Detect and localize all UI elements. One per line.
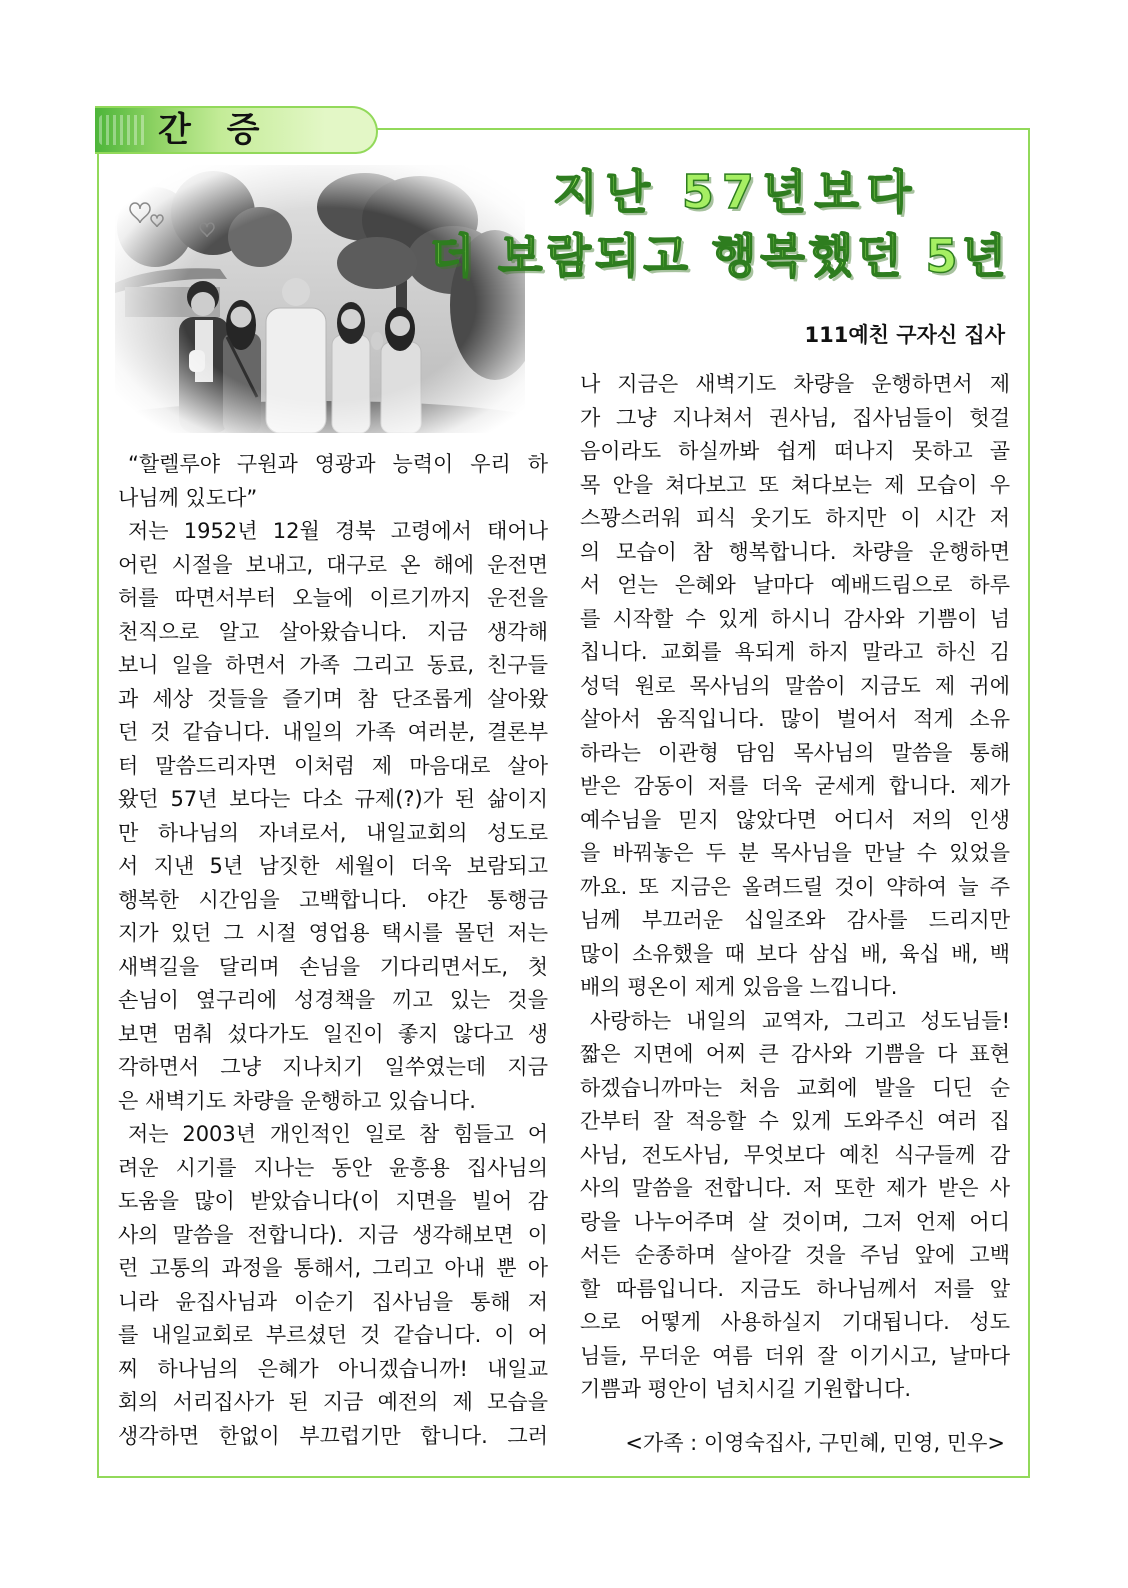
body-text-line: 간부터 잘 적응할 수 있게 도와주신 여러 집 [580,1109,1010,1133]
body-text-line: 보면 멈춰 섰다가도 일진이 좋지 않다고 생 [118,1021,548,1046]
body-text-line: 기쁨과 평안이 넘치시길 기원합니다. [580,1377,911,1401]
body-text-line: 서 얻는 은혜와 날마다 예배드림으로 하루 [580,573,1010,597]
body-text-line: 만 하나님의 자녀로서, 내일교회의 성도로 [118,820,548,845]
title-line-2: 더 보람되고 행복했던 5년 [429,229,1010,283]
family-photo [115,165,525,433]
body-text-line: 사님, 전도사님, 무엇보다 예친 식구들께 감 [580,1142,1010,1167]
body-text-line: 터 말씀드리자면 이처럼 제 마음대로 살아 [118,753,548,778]
body-text-line: 의 모습이 참 행복합니다. 차량을 운행하면 [580,539,1010,564]
body-text-line: 과 세상 것들을 즐기며 참 단조롭게 살아왔 [118,686,548,711]
body-text-line: 받은 감동이 저를 더욱 굳세게 합니다. 제가 [580,774,1010,798]
family-photo-image [115,165,525,433]
body-text-line: 런 고통의 과정을 통해서, 그리고 아내 뿐 아 [118,1256,548,1280]
body-text-line: 회의 서리집사가 된 지금 예전의 제 모습을 [118,1390,548,1414]
body-text-line: 성덕 원로 목사님의 말씀이 지금도 제 귀에 [580,673,1010,698]
body-text-line: 서 지낸 5년 남짓한 세월이 더욱 보람되고 [118,854,548,878]
body-text-line: 천직으로 알고 살아왔습니다. 지금 생각해 [118,619,548,644]
body-text-line: 가 그냥 지나쳐서 권사님, 집사님들이 헛걸 [580,405,1010,430]
body-text-line: 할 따름입니다. 지금도 하나님께서 저를 앞 [580,1276,1010,1301]
body-text-line: 를 내일교회로 부르셨던 것 같습니다. 이 어 [118,1323,548,1347]
body-text-line: 왔던 57년 보다는 다소 규제(?)가 된 삶이지 [118,787,548,811]
body-text-line: 찌 하나님의 은혜가 아니겠습니까! 내일교 [118,1356,548,1381]
body-text-line: 니라 윤집사님과 이순기 집사님을 통해 저 [118,1289,548,1314]
body-text-line: 음이라도 하실까봐 쉽게 떠나지 못하고 골 [580,439,1010,463]
body-text-line: 목 안을 쳐다보고 또 쳐다보는 제 모습이 우 [580,472,1010,497]
body-text-line: 던 것 같습니다. 내일의 가족 여러분, 결론부 [118,720,548,744]
body-text-line: 까요. 또 지금은 올려드릴 것이 약하여 늘 주 [580,874,1010,899]
photo-vignette [115,165,525,433]
body-text-line: 하겠습니까마는 처음 교회에 발을 디딘 순 [580,1075,1010,1100]
body-text-line: 많이 소유했을 때 보다 삼십 배, 육십 배, 백 [580,941,1010,966]
body-text-line: 을 바꿔놓은 두 분 목사님을 만날 수 있었을 [580,841,1010,865]
body-text-line: “할렐루야 구원과 영광과 능력이 우리 하 [128,452,548,476]
body-text-line: 사의 말씀을 전합니다. 저 또한 제가 받은 사 [580,1176,1010,1200]
body-text-line: 나님께 있도다” [118,485,258,510]
body-text-line: 허를 따면서부터 오늘에 이르기까지 운전을 [118,586,548,610]
tab-decoration [99,115,147,145]
body-text-line: 보니 일을 하면서 가족 그리고 동료, 친구들 [118,653,548,677]
body-text-line: 으로 어떻게 사용하실지 기대됩니다. 성도 [580,1310,1010,1334]
author-byline: 111예친 구자신 집사 [804,323,1005,347]
title-line-1: 지난 57년보다 [553,165,920,219]
body-text-line: 사의 말씀을 전합니다). 지금 생각해보면 이 [118,1222,548,1247]
body-text-line: 짧은 지면에 어찌 큰 감사와 기쁨을 다 표현 [580,1042,1010,1066]
body-text-line: 행복한 시간임을 고백합니다. 야간 통행금 [118,887,548,912]
body-text-line: 예수님을 믿지 않았다면 어디서 저의 인생 [580,807,1010,832]
body-text-line: 지가 있던 그 시절 영업용 택시를 몰던 저는 [118,921,548,945]
right-column [580,368,1010,1407]
body-text-line: 사랑하는 내일의 교역자, 그리고 성도님들! [590,1008,1010,1033]
section-tab-label: 간 증 [158,110,272,150]
left-column [118,448,548,1453]
body-text-line: 나 지금은 새벽기도 차량을 운행하면서 제 [580,372,1010,396]
body-text-line: 저는 2003년 개인적인 일로 참 힘들고 어 [128,1122,548,1146]
body-text-line: 님께 부끄러운 십일조와 감사를 드리지만 [580,908,1010,932]
body-text-line: 살아서 움직입니다. 많이 벌어서 적게 소유 [580,707,1010,731]
body-text-line: 배의 평온이 제게 있음을 느낍니다. [580,975,898,999]
body-text-line: 를 시작할 수 있게 하시니 감사와 기쁨이 넘 [580,606,1010,631]
body-text-line: 어린 시절을 보내고, 대구로 온 해에 운전면 [118,552,548,577]
body-text-line: 손님이 옆구리에 성경책을 끼고 있는 것을 [118,988,548,1012]
body-text-line: 각하면서 그냥 지나치기 일쑤였는데 지금 [118,1055,548,1079]
body-text-line: 랑을 나누어주며 살 것이며, 그저 언제 어디 [580,1209,1010,1234]
body-text-line: 칩니다. 교회를 욕되게 하지 말라고 하신 김 [580,640,1010,664]
body-text-line: 은 새벽기도 차량을 운행하고 있습니다. [118,1088,476,1113]
body-text-line: 려운 시기를 지나는 동안 윤흥용 집사님의 [118,1155,548,1180]
body-text-line: 저는 1952년 12월 경북 고령에서 태어나 [128,519,548,543]
body-text-line: 새벽길을 달리며 손님을 기다리면서도, 첫 [118,954,548,979]
body-text-line: 도움을 많이 받았습니다(이 지면을 빌어 감 [118,1189,548,1213]
body-text-line: 서든 순종하며 살아갈 것을 주님 앞에 고백 [580,1243,1010,1267]
body-text-line: 생각하면 한없이 부끄럽기만 합니다. 그러 [118,1423,548,1448]
body-text-line: 스꽝스러워 피식 웃기도 하지만 이 시간 저 [580,506,1010,530]
family-note: <가족 : 이영숙집사, 구민혜, 민영, 민우> [625,1431,1005,1455]
section-tab [95,106,378,154]
body-text-line: 님들, 무더운 여름 더위 잘 이기시고, 날마다 [580,1343,1010,1368]
body-text-line: 하라는 이관형 담임 목사님의 말씀을 통해 [580,740,1010,765]
